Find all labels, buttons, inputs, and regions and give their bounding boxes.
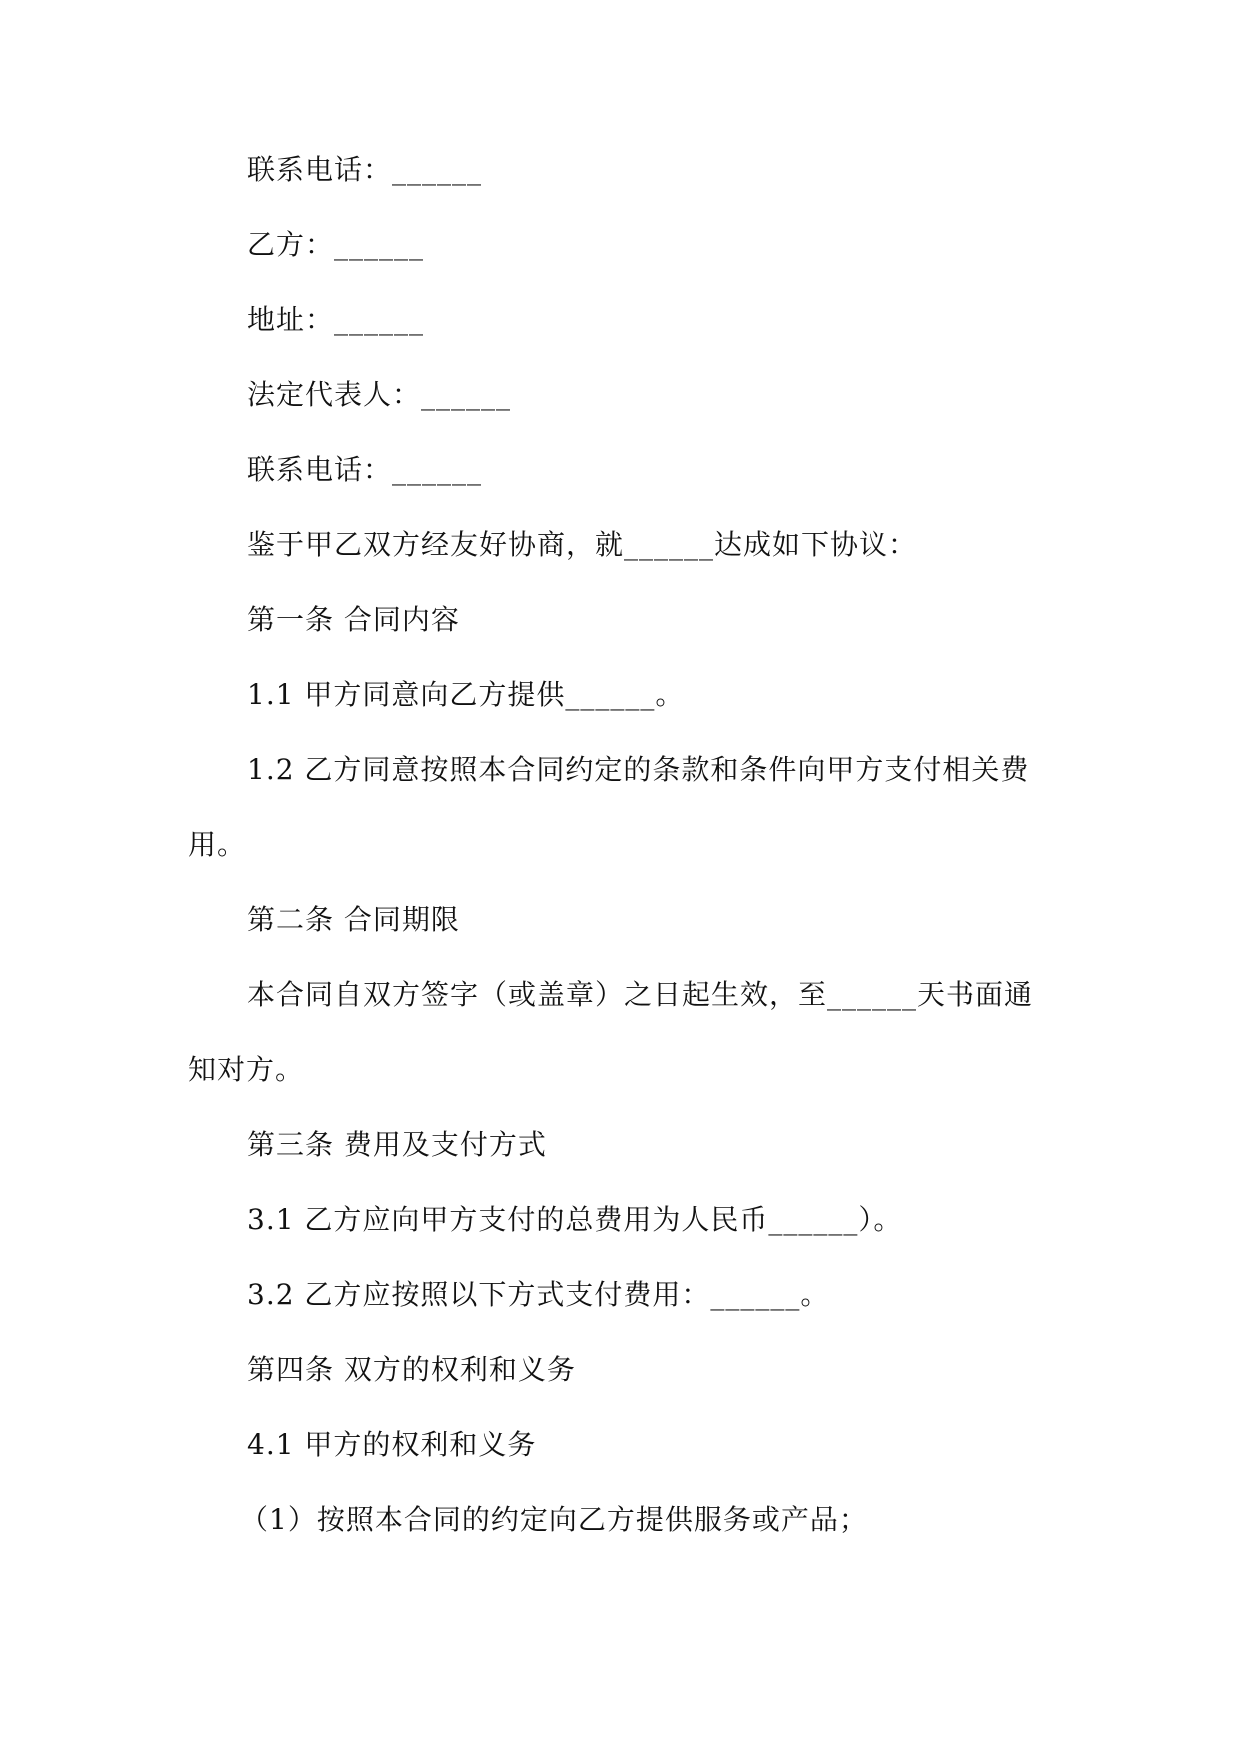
address-line: 地址：______ xyxy=(247,303,425,336)
clause-3-1: 3.1 乙方应向甲方支付的总费用为人民币______）。 xyxy=(247,1203,903,1236)
item-1: （1）按照本合同的约定向乙方提供服务或产品； xyxy=(240,1503,868,1536)
preamble-line: 鉴于甲乙双方经友好协商，就______达成如下协议： xyxy=(247,528,918,561)
article-4-heading: 第四条 双方的权利和义务 xyxy=(247,1353,576,1386)
term-line-1: 本合同自双方签字（或盖章）之日起生效，至______天书面通 xyxy=(247,978,1034,1011)
legal-representative-line: 法定代表人：______ xyxy=(247,378,512,411)
article-1-heading: 第一条 合同内容 xyxy=(247,603,460,636)
clause-1-2-line-2: 用。 xyxy=(188,828,247,861)
term-line-2: 知对方。 xyxy=(188,1053,305,1086)
clause-3-2: 3.2 乙方应按照以下方式支付费用：______。 xyxy=(247,1278,830,1311)
contact-phone-line-1: 联系电话：______ xyxy=(247,153,483,186)
article-2-heading: 第二条 合同期限 xyxy=(247,903,460,936)
party-b-line: 乙方：______ xyxy=(247,228,425,261)
clause-1-2-line-1: 1.2 乙方同意按照本合同约定的条款和条件向甲方支付相关费 xyxy=(247,753,1030,786)
article-3-heading: 第三条 费用及支付方式 xyxy=(247,1128,547,1161)
clause-4-1: 4.1 甲方的权利和义务 xyxy=(247,1428,537,1461)
clause-1-1: 1.1 甲方同意向乙方提供______。 xyxy=(247,678,685,711)
contact-phone-line-2: 联系电话：______ xyxy=(247,453,483,486)
